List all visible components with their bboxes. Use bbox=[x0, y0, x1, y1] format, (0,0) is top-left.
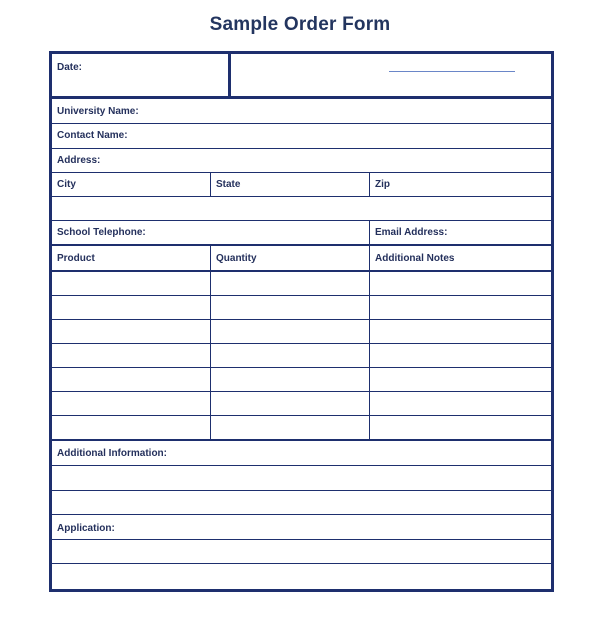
telephone-email-divider bbox=[369, 221, 370, 245]
city-state-divider bbox=[210, 173, 211, 197]
table-body bbox=[52, 272, 551, 440]
application-line[interactable] bbox=[52, 540, 551, 564]
university-name-label: University Name: bbox=[57, 106, 139, 117]
city-state-zip-row bbox=[52, 173, 551, 197]
contact-name-label: Contact Name: bbox=[57, 130, 128, 141]
additional-information-label: Additional Information: bbox=[57, 448, 167, 459]
date-divider bbox=[228, 54, 231, 97]
additional-information-line[interactable] bbox=[52, 466, 551, 490]
additional-information-line[interactable] bbox=[52, 491, 551, 515]
telephone-email-row bbox=[52, 221, 551, 245]
column-header-product: Product bbox=[57, 253, 95, 264]
page-title: Sample Order Form bbox=[209, 14, 391, 35]
table-row-divider bbox=[52, 319, 551, 320]
email-address-label: Email Address: bbox=[375, 227, 448, 238]
table-column-divider bbox=[210, 246, 211, 440]
column-header-quantity: Quantity bbox=[216, 253, 257, 264]
contact-name-row[interactable] bbox=[52, 124, 551, 148]
school-telephone-label: School Telephone: bbox=[57, 227, 146, 238]
date-value-line[interactable] bbox=[389, 71, 515, 72]
application-line[interactable] bbox=[52, 564, 551, 589]
state-label: State bbox=[216, 179, 241, 190]
table-row-divider bbox=[52, 343, 551, 344]
table-column-divider bbox=[369, 246, 370, 440]
table-row-divider bbox=[52, 367, 551, 368]
date-label: Date: bbox=[57, 62, 83, 73]
additional-information-row bbox=[52, 441, 551, 465]
state-zip-divider bbox=[369, 173, 370, 197]
city-label: City bbox=[57, 179, 76, 190]
blank-row[interactable] bbox=[52, 197, 551, 221]
table-row-divider bbox=[52, 295, 551, 296]
address-label: Address: bbox=[57, 155, 101, 166]
university-name-row[interactable] bbox=[52, 99, 551, 124]
date-row bbox=[52, 54, 551, 97]
order-form bbox=[49, 51, 554, 592]
application-row bbox=[52, 515, 551, 539]
table-row-divider bbox=[52, 391, 551, 392]
zip-label: Zip bbox=[375, 179, 390, 190]
address-row[interactable] bbox=[52, 149, 551, 173]
application-label: Application: bbox=[57, 523, 115, 534]
table-header bbox=[52, 246, 551, 271]
table-row-divider bbox=[52, 415, 551, 416]
column-header-additional-notes: Additional Notes bbox=[375, 253, 455, 264]
